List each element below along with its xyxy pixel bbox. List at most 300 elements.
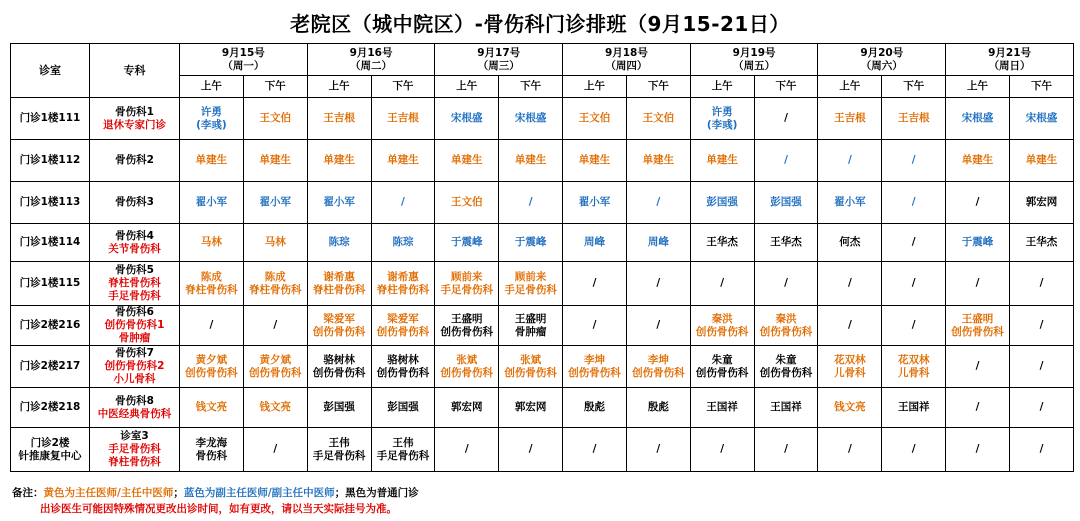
pm-slot [882, 140, 946, 182]
dept-cell [90, 98, 180, 140]
header-weekday: （周六） [860, 59, 903, 72]
doctor-specialty: 脊柱骨伤科 [249, 283, 302, 296]
am-slot [563, 306, 627, 346]
doctor-name: 朱童 [711, 353, 733, 366]
am-slot [435, 346, 499, 388]
doctor-name: 王吉根 [323, 112, 355, 124]
dept-label: 骨伤科2 [115, 154, 154, 166]
am-slot [946, 224, 1010, 262]
am-slot [180, 224, 244, 262]
doctor-name: 王伟 [328, 436, 350, 449]
am-slot [563, 428, 627, 472]
doctor-specialty: 儿骨科 [897, 366, 930, 379]
doctor-specialty: 手足骨伤科 [504, 283, 557, 296]
doctor-name: 翟小军 [259, 196, 292, 208]
table-row [11, 428, 1074, 472]
header-pm: 下午 [499, 76, 563, 98]
header-pm: 下午 [754, 76, 818, 98]
header-am: 上午 [435, 76, 499, 98]
dept-label: 退休专家门诊 [103, 118, 166, 131]
am-slot [563, 346, 627, 388]
dept-label: 诊室3 [120, 430, 149, 442]
dept-cell [90, 346, 180, 388]
pm-slot [1009, 262, 1073, 306]
doctor-name: / [720, 443, 725, 455]
doctor-name: 李坤 [647, 353, 669, 366]
doctor-name: / [847, 443, 852, 455]
pm-slot [882, 428, 946, 472]
doctor-name: 翟小军 [323, 196, 355, 208]
header-day [946, 44, 1074, 76]
header-am: 上午 [690, 76, 754, 98]
pm-slot [1009, 182, 1073, 224]
doctor-name: / [464, 443, 469, 455]
dept-cell [90, 388, 180, 428]
pm-slot [243, 98, 307, 140]
doctor-name: 单建生 [195, 154, 228, 166]
pm-slot [626, 224, 690, 262]
doctor-name: 秦洪 [775, 312, 797, 325]
dept-label: 骨伤科6 [115, 306, 154, 318]
doctor-name: / [1039, 401, 1044, 413]
doctor-name: / [911, 236, 916, 248]
dept-label: 骨肿瘤 [118, 332, 151, 344]
room-label: 门诊1楼111 [19, 112, 81, 124]
pm-slot [882, 306, 946, 346]
dept-cell [90, 262, 180, 306]
doctor-name: 陈琮 [392, 236, 414, 248]
dept-cell [90, 140, 180, 182]
am-slot [690, 346, 754, 388]
am-slot [307, 346, 371, 388]
header-day [818, 44, 946, 76]
dept-label: 骨伤科7 [115, 347, 154, 359]
doctor-name: 陈成 [264, 270, 286, 283]
am-slot [690, 140, 754, 182]
am-slot [180, 346, 244, 388]
doctor-name: 单建生 [323, 154, 355, 166]
pm-slot [499, 428, 563, 472]
header-weekday: （周一） [222, 59, 265, 72]
doctor-name: 王伟 [392, 436, 414, 449]
doctor-name: / [784, 154, 788, 166]
header-dept: 专科 [90, 44, 180, 98]
header-date: 9月19号 [732, 46, 776, 59]
doctor-name: 于震峰 [514, 236, 547, 248]
pm-slot [754, 262, 818, 306]
pm-slot [1009, 140, 1073, 182]
doctor-specialty: 创伤骨伤科 [759, 366, 813, 379]
pm-slot [882, 224, 946, 262]
doctor-specialty: 手足骨伤科 [376, 449, 430, 462]
dept-label: 手足骨伤科 [108, 290, 161, 302]
doctor-name: 王文伯 [259, 112, 292, 124]
legend-prefix: 备注： [12, 487, 44, 499]
pm-slot [371, 98, 435, 140]
pm-slot [1009, 388, 1073, 428]
dept-label: 骨伤科3 [115, 196, 154, 208]
pm-slot [499, 388, 563, 428]
pm-slot [371, 388, 435, 428]
am-slot [818, 306, 882, 346]
pm-slot [754, 182, 818, 224]
dept-label: 骨伤科4 [115, 229, 154, 242]
doctor-specialty: (李彧) [196, 118, 227, 131]
doctor-name: 王国祥 [897, 401, 930, 413]
am-slot [690, 306, 754, 346]
table-row [11, 182, 1074, 224]
room-label: 门诊1楼113 [19, 196, 81, 208]
change-notice: 出诊医生可能因特殊情况更改出诊时间，如有更改，请以当天实际挂号为准。 [40, 503, 397, 515]
am-slot [180, 182, 244, 224]
am-slot [307, 262, 371, 306]
am-slot [818, 388, 882, 428]
am-slot [818, 182, 882, 224]
am-slot [435, 428, 499, 472]
doctor-name: 宋根盛 [514, 112, 547, 124]
doctor-name: 彭国强 [706, 196, 738, 208]
pm-slot [243, 428, 307, 472]
pm-slot [626, 140, 690, 182]
am-slot [818, 428, 882, 472]
am-slot [180, 98, 244, 140]
room-label: 门诊1楼114 [19, 236, 81, 248]
doctor-name: / [273, 443, 278, 455]
doctor-specialty: (李彧) [706, 118, 738, 131]
am-slot [180, 262, 244, 306]
doctor-name: 黄夕斌 [259, 353, 292, 366]
doctor-name: / [911, 277, 916, 289]
am-slot [818, 346, 882, 388]
room-cell [11, 98, 90, 140]
am-slot [563, 388, 627, 428]
am-slot [563, 140, 627, 182]
dept-label: 脊柱骨伤科 [108, 456, 161, 468]
doctor-name: 陈琮 [328, 236, 350, 248]
pm-slot [1009, 224, 1073, 262]
doctor-name: 殷彪 [583, 401, 605, 413]
am-slot [690, 98, 754, 140]
doctor-name: 谢希惠 [323, 270, 355, 283]
doctor-name: 许勇 [711, 105, 733, 118]
doctor-name: 王盛明 [451, 312, 483, 325]
header-date: 9月21号 [988, 46, 1032, 59]
dept-label: 骨伤科1 [115, 105, 154, 118]
schedule-table [10, 43, 1074, 472]
room-cell [11, 428, 90, 472]
doctor-name: 单建生 [642, 154, 675, 166]
dept-label: 小儿骨科 [113, 373, 156, 385]
doctor-name: 谢希惠 [387, 270, 419, 283]
doctor-name: / [273, 319, 278, 331]
dept-label: 关节骨伤科 [108, 242, 161, 255]
pm-slot [754, 306, 818, 346]
table-row [11, 140, 1074, 182]
pm-slot [882, 262, 946, 306]
doctor-name: 马林 [264, 236, 286, 248]
dept-label: 创伤骨伤科2 [104, 360, 165, 372]
table-row [11, 262, 1074, 306]
doctor-specialty: 创伤骨伤科 [440, 366, 494, 379]
room-label: 针推康复中心 [18, 449, 82, 462]
header-pm: 下午 [243, 76, 307, 98]
am-slot [307, 428, 371, 472]
dept-label: 骨伤科5 [115, 264, 154, 276]
pm-slot [371, 224, 435, 262]
pm-slot [626, 346, 690, 388]
dept-label: 手足骨伤科 [108, 443, 161, 455]
pm-slot [371, 428, 435, 472]
header-pm: 下午 [626, 76, 690, 98]
doctor-name: 张斌 [520, 353, 542, 366]
doctor-name: 朱童 [775, 353, 797, 366]
pm-slot [1009, 346, 1073, 388]
doctor-name: / [528, 443, 533, 455]
am-slot [307, 140, 371, 182]
doctor-name: 彭国强 [387, 401, 419, 413]
doctor-name: 王国祥 [706, 401, 738, 413]
am-slot [946, 98, 1010, 140]
doctor-name: / [401, 196, 405, 208]
pm-slot [243, 182, 307, 224]
header-date: 9月16号 [349, 46, 393, 59]
header-date: 9月15号 [221, 46, 265, 59]
doctor-name: / [592, 319, 597, 331]
header-am: 上午 [818, 76, 882, 98]
pm-slot [754, 346, 818, 388]
table-row [11, 306, 1074, 346]
doctor-name: / [975, 196, 980, 208]
doctor-specialty: 骨伤科 [195, 449, 228, 462]
room-label: 门诊2楼 [30, 436, 70, 449]
pm-slot [626, 182, 690, 224]
pm-slot [243, 262, 307, 306]
am-slot [563, 182, 627, 224]
am-slot [180, 306, 244, 346]
room-cell [11, 224, 90, 262]
am-slot [307, 98, 371, 140]
header-am: 上午 [563, 76, 627, 98]
am-slot [563, 98, 627, 140]
doctor-name: / [1039, 319, 1044, 331]
am-slot [307, 224, 371, 262]
doctor-name: 单建生 [578, 154, 611, 166]
doctor-name: / [656, 443, 661, 455]
header-room: 诊室 [11, 44, 90, 98]
doctor-name: 黄夕斌 [195, 353, 228, 366]
header-weekday: （周日） [988, 59, 1031, 72]
doctor-name: 李龙海 [195, 436, 228, 449]
room-cell [11, 262, 90, 306]
room-label: 门诊2楼218 [19, 401, 81, 413]
pm-slot [499, 98, 563, 140]
dept-cell [90, 306, 180, 346]
doctor-specialty: 创伤骨伤科 [376, 366, 430, 379]
doctor-name: 王吉根 [387, 112, 419, 124]
doctor-name: 钱文亮 [259, 401, 292, 413]
doctor-name: 单建生 [706, 154, 738, 166]
header-date: 9月18号 [604, 46, 648, 59]
am-slot [690, 224, 754, 262]
doctor-name: 宋根盛 [1025, 112, 1058, 124]
pm-slot [1009, 306, 1073, 346]
doctor-name: 于震峰 [961, 236, 994, 248]
legend-blue: 蓝色为副主任医师/副主任中医师 [183, 487, 335, 499]
doctor-name: 单建生 [961, 154, 994, 166]
doctor-name: / [847, 277, 852, 289]
dept-label: 创伤骨伤科1 [104, 319, 165, 331]
legend-sep: ； [173, 487, 184, 499]
doctor-name: / [784, 277, 788, 289]
table-row [11, 388, 1074, 428]
pm-slot [754, 224, 818, 262]
doctor-specialty: 手足骨伤科 [440, 283, 494, 296]
pm-slot [243, 306, 307, 346]
doctor-name: 单建生 [1025, 154, 1058, 166]
legend-note [12, 485, 419, 500]
header-weekday: （周五） [733, 59, 776, 72]
doctor-name: 王盛明 [961, 312, 994, 325]
header-day [690, 44, 818, 76]
doctor-specialty: 创伤骨伤科 [249, 366, 302, 379]
pm-slot [626, 262, 690, 306]
am-slot [180, 388, 244, 428]
doctor-specialty: 创伤骨伤科 [759, 325, 813, 338]
doctor-name: 顾前来 [451, 270, 483, 283]
am-slot [690, 388, 754, 428]
doctor-name: / [656, 319, 661, 331]
pm-slot [1009, 98, 1073, 140]
doctor-name: 骆树林 [387, 353, 419, 366]
doctor-name: 王文伯 [451, 196, 483, 208]
pm-slot [882, 182, 946, 224]
pm-slot [499, 140, 563, 182]
pm-slot [754, 388, 818, 428]
doctor-name: 许勇 [200, 105, 222, 118]
header-date: 9月17号 [477, 46, 521, 59]
legend-yellow: 黄色为主任医师/主任中医师 [43, 487, 174, 499]
doctor-name: / [975, 443, 980, 455]
am-slot [435, 306, 499, 346]
header-pm: 下午 [371, 76, 435, 98]
doctor-name: / [911, 196, 916, 208]
doctor-specialty: 儿骨科 [834, 366, 866, 379]
doctor-name: 王盛明 [514, 312, 547, 325]
doctor-specialty: 脊柱骨伤科 [312, 283, 366, 296]
doctor-name: 花双林 [897, 353, 930, 366]
doctor-name: / [847, 154, 852, 166]
room-label: 门诊2楼216 [19, 319, 81, 331]
doctor-name: 王文伯 [642, 112, 675, 124]
header-weekday: （周二） [350, 59, 393, 72]
doctor-name: / [911, 154, 916, 166]
doctor-specialty: 创伤骨伤科 [376, 325, 430, 338]
doctor-name: / [1039, 360, 1044, 372]
am-slot [180, 428, 244, 472]
doctor-specialty: 创伤骨伤科 [312, 366, 366, 379]
pm-slot [499, 224, 563, 262]
doctor-name: / [720, 277, 725, 289]
pm-slot [371, 140, 435, 182]
doctor-name: 周峰 [647, 236, 669, 248]
doctor-name: / [656, 196, 661, 208]
pm-slot [371, 346, 435, 388]
doctor-name: / [592, 277, 597, 289]
doctor-name: 钱文亮 [195, 401, 228, 413]
doctor-name: 骆树林 [323, 353, 355, 366]
doctor-specialty: 脊柱骨伤科 [185, 283, 238, 296]
doctor-name: 翟小军 [834, 196, 866, 208]
doctor-name: 花双林 [834, 353, 866, 366]
room-cell [11, 388, 90, 428]
doctor-specialty: 创伤骨伤科 [568, 366, 621, 379]
doctor-name: 王文伯 [578, 112, 611, 124]
am-slot [563, 262, 627, 306]
doctor-name: / [784, 112, 788, 124]
doctor-name: 翟小军 [195, 196, 228, 208]
am-slot [946, 306, 1010, 346]
pm-slot [754, 428, 818, 472]
room-cell [11, 182, 90, 224]
doctor-name: / [528, 196, 533, 208]
am-slot [435, 388, 499, 428]
dept-cell [90, 224, 180, 262]
doctor-specialty: 创伤骨伤科 [632, 366, 685, 379]
doctor-name: / [975, 401, 980, 413]
doctor-specialty: 创伤骨伤科 [695, 325, 749, 338]
doctor-name: 彭国强 [770, 196, 802, 208]
pm-slot [499, 346, 563, 388]
doctor-name: 周峰 [583, 236, 605, 248]
doctor-name: 单建生 [451, 154, 483, 166]
doctor-specialty: 创伤骨伤科 [504, 366, 557, 379]
doctor-name: / [784, 443, 788, 455]
pm-slot [371, 306, 435, 346]
doctor-specialty: 创伤骨伤科 [951, 325, 1004, 338]
am-slot [946, 182, 1010, 224]
doctor-name: 宋根盛 [451, 112, 483, 124]
header-day [180, 44, 308, 76]
pm-slot [754, 140, 818, 182]
doctor-name: 钱文亮 [834, 401, 866, 413]
room-cell [11, 346, 90, 388]
doctor-name: 单建生 [514, 154, 547, 166]
doctor-name: 于震峰 [451, 236, 483, 248]
doctor-name: 梁爱军 [323, 312, 355, 325]
doctor-name: 郭宏网 [514, 401, 547, 413]
doctor-name: 郭宏网 [451, 401, 483, 413]
doctor-specialty: 创伤骨伤科 [440, 325, 494, 338]
am-slot [946, 140, 1010, 182]
doctor-specialty: 脊柱骨伤科 [376, 283, 430, 296]
pm-slot [882, 98, 946, 140]
am-slot [307, 306, 371, 346]
am-slot [435, 98, 499, 140]
pm-slot [499, 262, 563, 306]
doctor-name: / [847, 319, 852, 331]
header-weekday: （周三） [477, 59, 520, 72]
am-slot [690, 428, 754, 472]
doctor-name: / [209, 319, 214, 331]
am-slot [435, 140, 499, 182]
room-label: 门诊1楼112 [19, 154, 81, 166]
am-slot [946, 428, 1010, 472]
am-slot [435, 262, 499, 306]
am-slot [818, 262, 882, 306]
header-am: 上午 [307, 76, 371, 98]
doctor-specialty: 骨肿瘤 [514, 325, 547, 338]
header-day [563, 44, 691, 76]
